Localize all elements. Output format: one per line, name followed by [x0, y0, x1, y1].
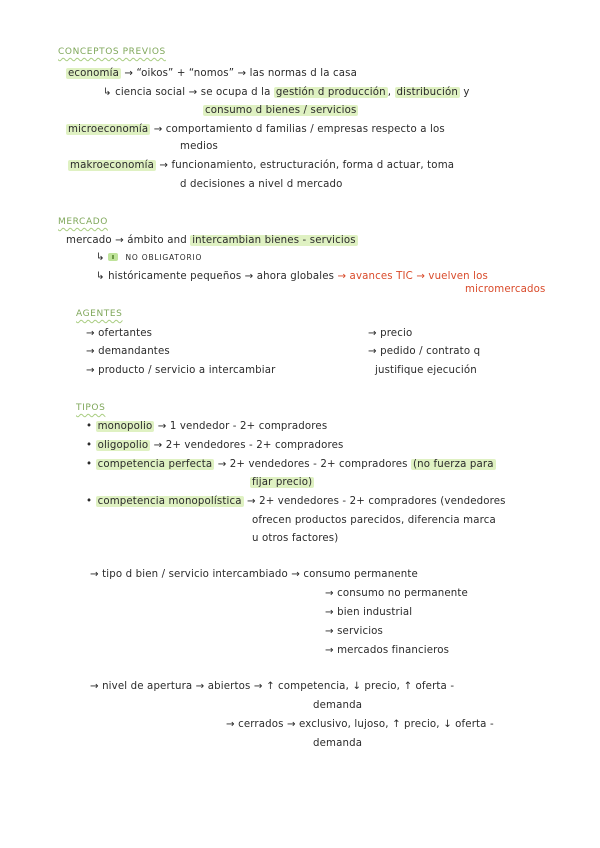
term-monopolio: monopolio	[97, 421, 153, 432]
red-note: → avances TIC → vuelven los	[337, 271, 488, 282]
line-apertura-abiertos: → nivel de apertura → abiertos → ↑ competencia, ↓ precio, ↑ oferta -	[90, 681, 455, 692]
text: ↳ ciencia social → se ocupa d la	[103, 87, 271, 98]
tipo-bien-item-3: → servicios	[325, 626, 384, 637]
line-apertura-cerrados: → cerrados → exclusivo, lujoso, ↑ precio, ↓ oferta -	[226, 719, 494, 730]
agentes-left-2: → demandantes	[86, 346, 170, 357]
tipo-monopolio: • monopolio → 1 vendedor - 2+ compradores	[86, 421, 328, 432]
line-medios: medios	[180, 141, 218, 152]
line-otros-factores: u otros factores)	[252, 533, 339, 544]
text: → 2+ vendedores - 2+ compradores	[153, 440, 344, 451]
text: ↳ históricamente pequeños → ahora globales	[96, 271, 335, 282]
text: → 2+ vendedores - 2+ compradores	[217, 459, 408, 470]
term-competencia-monopolistica: competencia monopolística	[97, 496, 242, 507]
highlight-fijar-precio: fijar precio)	[252, 477, 313, 488]
highlight-intercambian: intercambian bienes - servicios	[192, 235, 356, 246]
agentes-right-3: justifique ejecución	[375, 365, 477, 376]
text: → “oikos” + “nomos” → las normas d la casa	[124, 68, 358, 79]
agentes-right-1: → precio	[368, 328, 413, 339]
line-historicamente	[96, 270, 488, 283]
line-microeconomia	[66, 123, 445, 136]
text: ↳	[96, 252, 105, 263]
highlight-consumo: consumo d bienes / servicios	[205, 105, 357, 116]
tipo-competencia-monopolistica: • competencia monopolística → 2+ vendedores - 2+ compradores (vendedores	[86, 496, 506, 507]
text: NO OBLIGATORIO	[125, 253, 203, 262]
text: y	[463, 87, 470, 98]
line-makroeconomia	[68, 159, 454, 172]
term-economia: economía	[68, 68, 119, 79]
checkmark-icon	[108, 253, 118, 261]
term-competencia-perfecta: competencia perfecta	[97, 459, 213, 470]
text: → funcionamiento, estructuración, forma d actuar, toma	[159, 160, 455, 171]
line-tipo-bien: → tipo d bien / servicio intercambiado → consumo permanente	[90, 569, 418, 580]
line-fijar-precio	[250, 476, 314, 489]
highlight-no-fuerza: (no fuerza para	[412, 459, 494, 470]
line-consumo	[203, 104, 358, 117]
line-no-obligatorio	[96, 251, 202, 264]
term-microeconomia: microeconomía	[68, 124, 149, 135]
line-demanda-2: demanda	[313, 738, 363, 749]
text: ,	[387, 87, 392, 98]
section-title-agentes: AGENTES	[76, 309, 123, 319]
tipo-oligopolio: • oligopolio → 2+ vendedores - 2+ compradores	[86, 440, 344, 451]
text: mercado → ámbito and	[66, 235, 187, 246]
section-title-mercado: MERCADO	[58, 217, 108, 227]
line-ciencia-social	[103, 86, 470, 99]
line-ofrecen: ofrecen productos parecidos, diferencia marca	[252, 515, 496, 526]
tipo-competencia-perfecta: • competencia perfecta → 2+ vendedores - 2+ compradores (no fuerza para	[86, 459, 494, 470]
red-note-micromercados: micromercados	[465, 284, 546, 295]
text: → 1 vendedor - 2+ compradores	[157, 421, 328, 432]
term-oligopolio: oligopolio	[97, 440, 149, 451]
section-title-tipos: TIPOS	[76, 403, 106, 413]
line-decisiones: d decisiones a nivel d mercado	[180, 179, 343, 190]
term-makroeconomia: makroeconomía	[70, 160, 155, 171]
section-title-conceptos: CONCEPTOS PREVIOS	[58, 47, 166, 57]
tipo-bien-item-1: → consumo no permanente	[325, 588, 468, 599]
highlight-gestion: gestión d producción	[275, 87, 386, 98]
line-economia	[66, 67, 357, 80]
line-mercado	[66, 234, 358, 247]
agentes-left-1: → ofertantes	[86, 328, 153, 339]
tipo-bien-item-2: → bien industrial	[325, 607, 413, 618]
text: → 2+ vendedores - 2+ compradores (vendedores	[247, 496, 506, 507]
line-demanda-1: demanda	[313, 700, 363, 711]
tipo-bien-item-4: → mercados financieros	[325, 645, 450, 656]
agentes-right-2: → pedido / contrato q	[368, 346, 481, 357]
highlight-distribucion: distribución	[396, 87, 458, 98]
text: → comportamiento d familias / empresas respecto a los	[153, 124, 445, 135]
agentes-left-3: → producto / servicio a intercambiar	[86, 365, 276, 376]
